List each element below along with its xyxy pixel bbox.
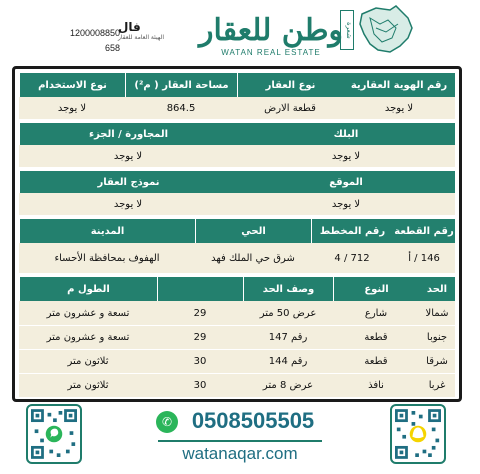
value-usage-type: لا يوجد <box>19 97 125 119</box>
bound-description: عرض 50 متر <box>243 301 333 325</box>
bound-length-text: تسعة و عشرون متر <box>19 326 157 349</box>
bound-side: غربا <box>419 374 455 397</box>
bound-type: شارع <box>333 301 419 325</box>
header-plan-number: رقم المخطط <box>311 219 393 243</box>
bound-length-text: تسعة و عشرون متر <box>19 301 157 325</box>
bound-length-text: ثلاثون متر <box>19 350 157 373</box>
value-plot-number: 146 / أ <box>393 243 455 273</box>
fal-badge <box>118 20 188 41</box>
row-location-values <box>19 193 455 215</box>
bound-side: شرقا <box>419 350 455 373</box>
brand-name-english: WATAN REAL ESTATE <box>221 48 321 57</box>
saudi-map-logo <box>356 4 416 56</box>
table-row <box>19 325 455 349</box>
header-district: الحي <box>195 219 311 243</box>
brand <box>196 14 346 57</box>
license-number: 1200008850 <box>69 28 120 38</box>
header-block: البلك <box>237 123 455 145</box>
brand-tag: شعرة <box>340 10 354 50</box>
bound-length: 29 <box>157 301 243 325</box>
bound-length-text: ثلاثون متر <box>19 374 157 397</box>
bound-length: 29 <box>157 326 243 349</box>
value-location: لا يوجد <box>237 193 455 215</box>
bound-description: رقم 144 <box>243 350 333 373</box>
header-bound-type: النوع <box>333 277 419 301</box>
value-property-type: قطعة الارض <box>237 97 343 119</box>
row-block-header <box>19 123 455 145</box>
header-neighborhood-part: المجاورة / الجزء <box>19 123 237 145</box>
bound-type: نافذ <box>333 374 419 397</box>
bound-side: جنوبا <box>419 326 455 349</box>
header <box>0 0 480 64</box>
qr-code-icon <box>395 409 441 459</box>
phone-contact[interactable] <box>150 408 330 436</box>
brand-name-arabic: وطن للعقار <box>199 13 343 48</box>
value-property-id: لا يوجد <box>343 97 455 119</box>
value-plan-number: 4 / 712 <box>311 243 393 273</box>
row-plot-header <box>19 219 455 243</box>
bound-description: رقم 147 <box>243 326 333 349</box>
whatsapp-icon: ✆ <box>156 411 178 433</box>
fal-label: فال <box>118 20 141 34</box>
value-property-model: لا يوجد <box>19 193 237 215</box>
bound-description: عرض 8 متر <box>243 374 333 397</box>
header-bound-side: الحد <box>419 277 455 301</box>
phone-number[interactable]: 0508505505 <box>191 408 315 433</box>
header-usage-type: نوع الاستخدام <box>19 73 125 97</box>
row-general-header <box>19 73 455 97</box>
header-bound-description: وصف الحد <box>243 277 333 301</box>
property-info-board <box>12 66 462 402</box>
header-bound-length: الطول م <box>19 277 157 301</box>
bound-type: قطعة <box>333 350 419 373</box>
value-neighborhood-part: لا يوجد <box>19 145 237 167</box>
row-bounds-header <box>19 277 455 301</box>
snapchat-qr-code[interactable] <box>390 404 446 464</box>
value-block: لا يوجد <box>237 145 455 167</box>
row-block-values <box>19 145 455 167</box>
bound-length: 30 <box>157 350 243 373</box>
header-city: المدينة <box>19 219 195 243</box>
table-row <box>19 301 455 325</box>
value-district: شرق حي الملك فهد <box>195 243 311 273</box>
value-city: الهفوف بمحافظة الأحساء <box>19 243 195 273</box>
bound-side: شمالا <box>419 301 455 325</box>
row-location-header <box>19 171 455 193</box>
license-code: 658 <box>104 43 120 53</box>
fal-sub-label: الهيئة العامة للعقار <box>118 34 165 41</box>
row-plot-values <box>19 243 455 273</box>
header-property-model: نموذج العقار <box>19 171 237 193</box>
bound-type: قطعة <box>333 326 419 349</box>
value-property-area: 864.5 <box>125 97 237 119</box>
website-link[interactable]: watanaqar.com <box>182 444 298 463</box>
header-plot-number: رقم القطعة <box>393 219 455 243</box>
header-property-area: مساحة العقار ( م²) <box>125 73 237 97</box>
whatsapp-qr-code[interactable] <box>26 404 82 464</box>
header-property-id: رقم الهوية العقارية <box>343 73 455 97</box>
header-bound-length-number <box>157 277 243 301</box>
qr-code-icon <box>31 409 77 459</box>
table-row <box>19 373 455 397</box>
row-general-values <box>19 97 455 119</box>
table-row <box>19 349 455 373</box>
bound-length: 30 <box>157 374 243 397</box>
license-info <box>62 26 120 56</box>
header-property-type: نوع العقار <box>237 73 343 97</box>
header-location: الموقع <box>237 171 455 193</box>
footer-divider <box>158 440 322 442</box>
